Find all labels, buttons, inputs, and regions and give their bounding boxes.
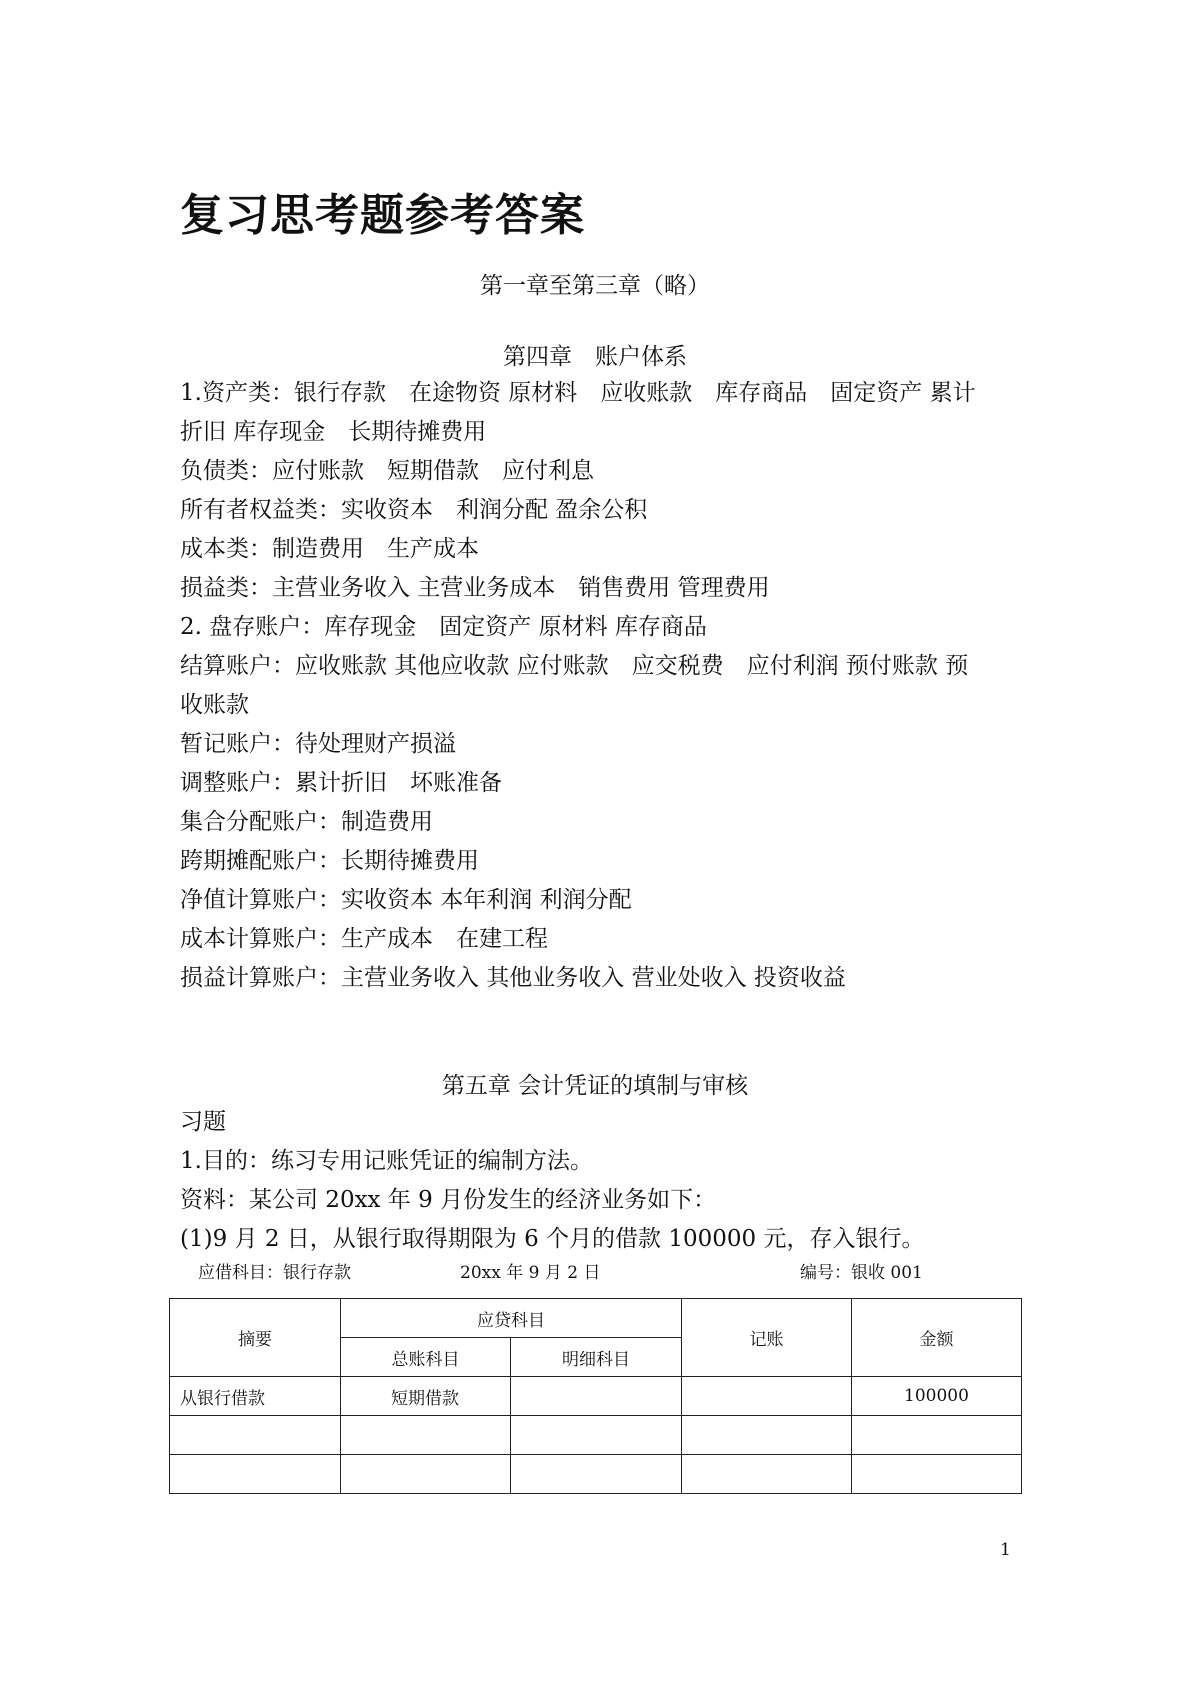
voucher-debit-account: 应借科目：银行存款 xyxy=(198,1263,351,1283)
cell-posted xyxy=(682,1455,852,1494)
cell-posted xyxy=(682,1416,852,1455)
header-posted: 记账 xyxy=(682,1299,852,1377)
body-line: 损益类：主营业务收入 主营业务成本 销售费用 管理费用 xyxy=(180,575,770,601)
body-line: 负债类：应付账款 短期借款 应付利息 xyxy=(180,458,594,484)
body-line: 收账款 xyxy=(180,692,249,718)
body-line: 成本计算账户：生产成本 在建工程 xyxy=(180,926,548,952)
voucher-table xyxy=(169,1298,1022,1494)
cell-detail-account xyxy=(511,1416,682,1455)
cell-general-ledger: 短期借款 xyxy=(341,1377,511,1416)
cell-general-ledger xyxy=(341,1416,511,1455)
header-amount: 金额 xyxy=(852,1299,1022,1377)
header-summary: 摘要 xyxy=(170,1299,341,1377)
cell-detail-account xyxy=(511,1455,682,1494)
body-line: 所有者权益类：实收资本 利润分配 盈余公积 xyxy=(180,497,648,523)
body-line: 损益计算账户：主营业务收入 其他业务收入 营业处收入 投资收益 xyxy=(180,965,846,991)
header-general-ledger: 总账科目 xyxy=(341,1338,511,1377)
cell-amount: 100000 xyxy=(852,1377,1022,1416)
chapter-5-body xyxy=(180,1103,1015,1259)
cell-detail-account xyxy=(511,1377,682,1416)
body-line: 集合分配账户：制造费用 xyxy=(180,809,433,835)
table-row xyxy=(170,1377,1022,1416)
body-line: 调整账户：累计折旧 坏账准备 xyxy=(180,770,502,796)
cell-posted xyxy=(682,1377,852,1416)
body-line: (1)9 月 2 日，从银行取得期限为 6 个月的借款 100000 元，存入银行。 xyxy=(180,1226,925,1252)
body-line: 习题 xyxy=(180,1109,226,1135)
header-detail-account: 明细科目 xyxy=(511,1338,682,1377)
table-row xyxy=(170,1455,1022,1494)
body-line: 跨期摊配账户：长期待摊费用 xyxy=(180,848,479,874)
body-line: 资料：某公司 20xx 年 9 月份发生的经济业务如下： xyxy=(180,1187,717,1213)
body-line: 1.资产类：银行存款 在途物资 原材料 应收账款 库存商品 固定资产 累计 xyxy=(180,380,976,406)
chapter-5-heading: 第五章 会计凭证的填制与审核 xyxy=(441,1073,749,1099)
body-line: 成本类：制造费用 生产成本 xyxy=(180,536,479,562)
cell-amount xyxy=(852,1455,1022,1494)
page-title: 复习思考题参考答案 xyxy=(180,190,585,241)
voucher-header-row xyxy=(170,1299,1022,1338)
body-line: 暂记账户：待处理财产损溢 xyxy=(180,731,456,757)
body-line: 结算账户：应收账款 其他应收款 应付账款 应交税费 应付利润 预付账款 预 xyxy=(180,653,969,679)
cell-summary xyxy=(170,1455,341,1494)
body-line: 1.目的：练习专用记账凭证的编制方法。 xyxy=(180,1148,593,1174)
chapters-1-3-heading: 第一章至第三章（略） xyxy=(480,273,710,299)
body-line: 折旧 库存现金 长期待摊费用 xyxy=(180,419,487,445)
table-row xyxy=(170,1416,1022,1455)
page-number: 1 xyxy=(1000,1540,1011,1560)
voucher-date: 20xx 年 9 月 2 日 xyxy=(460,1263,601,1283)
cell-amount xyxy=(852,1416,1022,1455)
cell-summary xyxy=(170,1416,341,1455)
cell-general-ledger xyxy=(341,1455,511,1494)
chapter-4-heading: 第四章 账户体系 xyxy=(503,344,687,370)
body-line: 2. 盘存账户：库存现金 固定资产 原材料 库存商品 xyxy=(180,614,707,640)
chapter-4-body xyxy=(180,374,1015,998)
body-line: 净值计算账户：实收资本 本年利润 利润分配 xyxy=(180,887,632,913)
voucher-number: 编号：银收 001 xyxy=(800,1263,923,1283)
cell-summary: 从银行借款 xyxy=(170,1377,341,1416)
header-credit-account: 应贷科目 xyxy=(341,1299,682,1338)
